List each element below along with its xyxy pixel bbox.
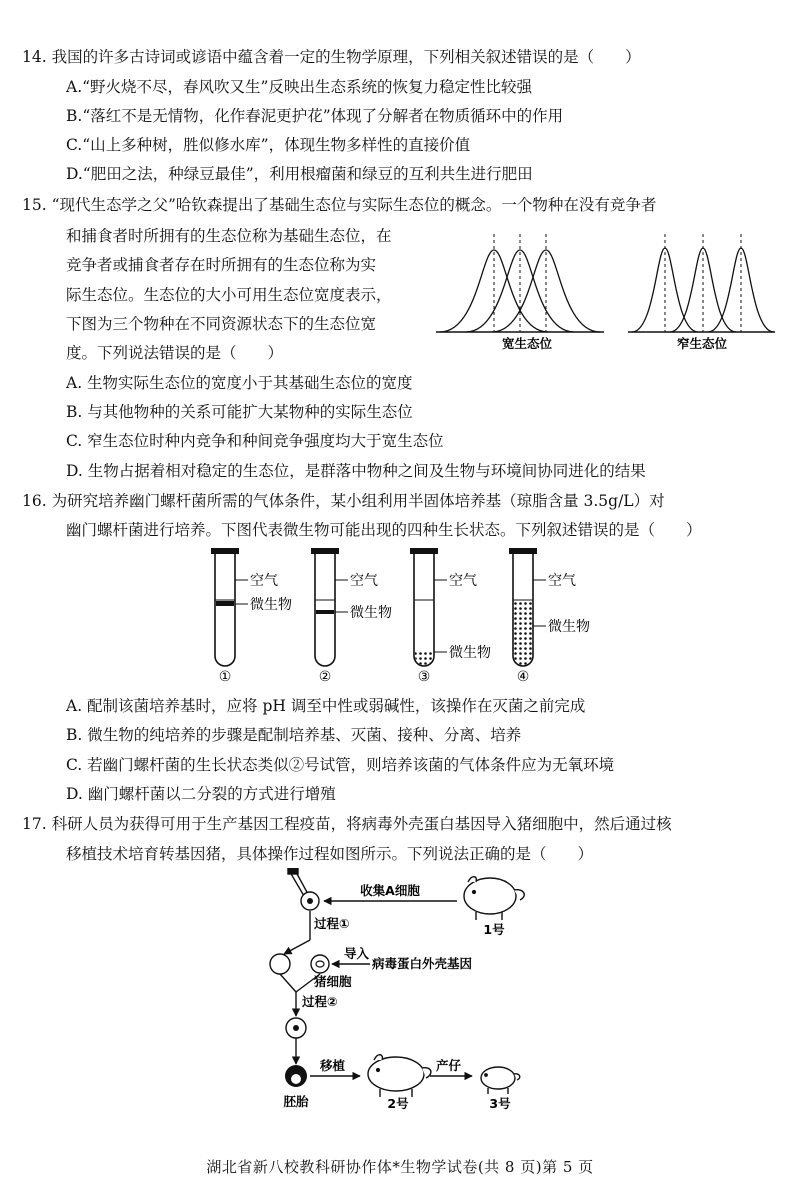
q14-option-c: C.“山上多种树，胜似修水库”，体现生物多样性的直接价值 xyxy=(66,136,471,154)
q16-option-a: A. 配制该菌培养基时，应将 pH 调至中性或弱碱性，该操作在灭菌之前完成 xyxy=(66,697,586,715)
transgenic-pig-figure xyxy=(262,868,532,1113)
pig-cell-icon xyxy=(311,955,329,973)
q17-stem-line2: 移植技术培育转基因猪，具体操作过程如图所示。下列说法正确的是（ ） xyxy=(66,845,594,863)
tube3-microbe-label: 微生物 xyxy=(449,645,491,661)
q16-stem-line1: 16. 为研究培养幽门螺杆菌所需的气体条件，某小组利用半固体培养基（琼脂含量 3.5g/L）对 xyxy=(22,492,665,510)
tube-number-1: ① xyxy=(218,669,232,685)
viral-gene-label: 病毒蛋白外壳基因 xyxy=(372,956,473,971)
tube4-microbe-label: 微生物 xyxy=(548,619,590,635)
tube-1 xyxy=(211,548,239,666)
tube4-air-label: 空气 xyxy=(548,573,576,589)
process-2-label: 过程② xyxy=(302,994,338,1009)
q15-stem-line6: 度。下列说法错误的是（ ） xyxy=(66,344,284,362)
q15-option-d: D. 生物占据着相对稳定的生态位，是群落中物种之间及生物与环境间协同进化的结果 xyxy=(66,462,646,480)
q14-option-a: A.“野火烧不尽，春风吹又生”反映出生态系统的恢复力稳定性比较强 xyxy=(66,78,532,96)
niche-width-figure xyxy=(432,222,777,357)
import-label: 导入 xyxy=(344,946,370,961)
process-1-label: 过程① xyxy=(314,916,350,931)
pig-2-label: 2号 xyxy=(387,1096,409,1111)
tube-number-4: ④ xyxy=(516,669,530,685)
q16-option-d: D. 幽门螺杆菌以二分裂的方式进行增殖 xyxy=(66,785,336,803)
embryo-label: 胚胎 xyxy=(283,1094,309,1109)
q15-stem-line3: 竞争者或捕食者存在时所拥有的生态位称为实 xyxy=(66,256,377,274)
culture-tubes-figure xyxy=(198,546,598,686)
tube1-air-label: 空气 xyxy=(250,573,278,589)
tube1-microbe-label: 微生物 xyxy=(250,597,292,613)
pig-3-icon xyxy=(481,1067,520,1094)
tube2-air-label: 空气 xyxy=(350,573,378,589)
q14-option-b: B.“落红不是无情物，化作春泥更护花”体现了分解者在物质循环中的作用 xyxy=(66,107,564,125)
q15-stem-line5: 下图为三个物种在不同资源状态下的生态位宽 xyxy=(66,315,377,333)
collect-cell-label: 收集A细胞 xyxy=(360,883,420,898)
q14-option-d: D.“肥田之法，种绿豆最佳”，利用根瘤菌和绿豆的互利共生进行肥田 xyxy=(66,165,533,183)
narrow-niche-label: 窄生态位 xyxy=(676,336,728,351)
tube2-microbe-label: 微生物 xyxy=(350,605,392,621)
q15-stem-line2: 和捕食者时所拥有的生态位称为基础生态位，在 xyxy=(66,227,392,245)
birth-label: 产仔 xyxy=(436,1058,462,1073)
pig-1-icon xyxy=(464,877,524,920)
wide-niche-plot xyxy=(436,234,604,332)
tube-number-3: ③ xyxy=(417,669,431,685)
q17-stem-line1: 17. 科研人员为获得可用于生产基因工程疫苗，将病毒外壳蛋白基因导入猪细胞中，然后通过核 xyxy=(22,815,672,833)
tube-4 xyxy=(509,548,537,666)
wide-niche-label: 宽生态位 xyxy=(501,336,553,351)
pig-cell-label: 猪细胞 xyxy=(314,974,352,989)
q16-stem-line2: 幽门螺杆菌进行培养。下图代表微生物可能出现的四种生长状态。下列叙述错误的是（ ） xyxy=(66,521,702,539)
q15-option-b: B. 与其他物种的关系可能扩大某物种的实际生态位 xyxy=(66,403,413,421)
q15-stem-line4: 际生态位。生态位的大小可用生态位宽度表示， xyxy=(66,286,392,304)
tube-number-2: ② xyxy=(318,669,332,685)
q15-option-c: C. 窄生态位时种内竞争和种间竞争强度均大于宽生态位 xyxy=(66,432,444,450)
pipette-icon xyxy=(288,868,308,896)
tube-2 xyxy=(311,548,339,666)
q15-option-a: A. 生物实际生态位的宽度小于其基础生态位的宽度 xyxy=(66,374,413,392)
pig-3-label: 3号 xyxy=(489,1096,511,1111)
q14-stem: 14. 我国的许多古诗词或谚语中蕴含着一定的生物学原理，下列相关叙述错误的是（ ） xyxy=(22,48,641,66)
q16-option-b: B. 微生物的纯培养的步骤是配制培养基、灭菌、接种、分离、培养 xyxy=(66,726,522,744)
pig-1-label: 1号 xyxy=(483,922,505,937)
narrow-niche-plot xyxy=(628,234,775,332)
page-footer: 湖北省新八校教科研协作体*生物学试卷(共 8 页)第 5 页 xyxy=(206,1158,594,1176)
tube3-air-label: 空气 xyxy=(449,573,477,589)
pig-2-icon xyxy=(368,1055,431,1097)
q16-option-c: C. 若幽门螺杆菌的生长状态类似②号试管，则培养该菌的气体条件应为无氧环境 xyxy=(66,756,615,774)
egg-cell-icon xyxy=(270,954,290,974)
q15-stem-line1: 15. “现代生态学之父”哈钦森提出了基础生态位与实际生态位的概念。一个物种在没有竞争者 xyxy=(22,196,657,214)
transplant-label: 移植 xyxy=(320,1058,346,1073)
tube-3 xyxy=(410,548,438,666)
